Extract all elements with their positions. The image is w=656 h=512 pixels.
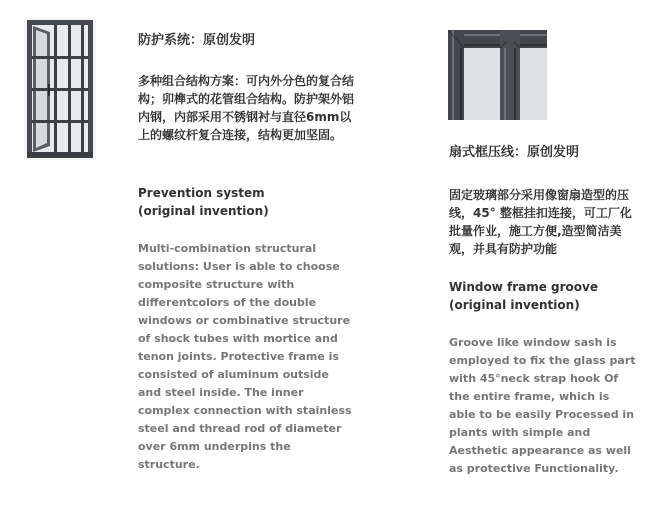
right-body-en: Groove like window sash is employed to fix the glass part with 45°neck strap hook Of the entire frame, which is able to be easily Processed in plants with simple and Aesthetic appearance as well as protective Functionality.: [449, 336, 636, 475]
frame-groove-drawing: [448, 30, 547, 120]
frame-groove-image: [448, 30, 547, 120]
left-body-cn: 多种组合结构方案：可内外分色的复合结构；卯榫式的花管组合结构。防护架外铝内钢，内部采用不锈钢衬与直径6mm以上的螺纹杆复合连接，结构更加坚固。: [138, 74, 355, 142]
right-title-en: Window frame groove (original invention): [449, 280, 599, 312]
window-grille-drawing: [24, 18, 96, 160]
window-grille-image: [24, 18, 96, 160]
left-title-cn: 防护系统：原创发明: [138, 33, 256, 48]
right-body-cn: 固定玻璃部分采用像窗扇造型的压线，45° 整框挂扣连接，可工厂化批量作业，施工方便,造型简洁美观，并具有防护功能: [449, 188, 632, 256]
left-body-en: Multi-combination structural solutions: User is able to choose composite structure with differentcolors of the double windows or combinative structure of shock tubes with mortice and tenon joints. Protective frame is consisted of aluminum outside and steel inside. The inner complex connection with stainless steel and thread rod of diameter over 6mm underpins the structure.: [138, 242, 352, 471]
right-title-cn: 扇式框压线：原创发明: [449, 145, 580, 160]
left-title-en: Prevention system (original invention): [138, 186, 269, 218]
